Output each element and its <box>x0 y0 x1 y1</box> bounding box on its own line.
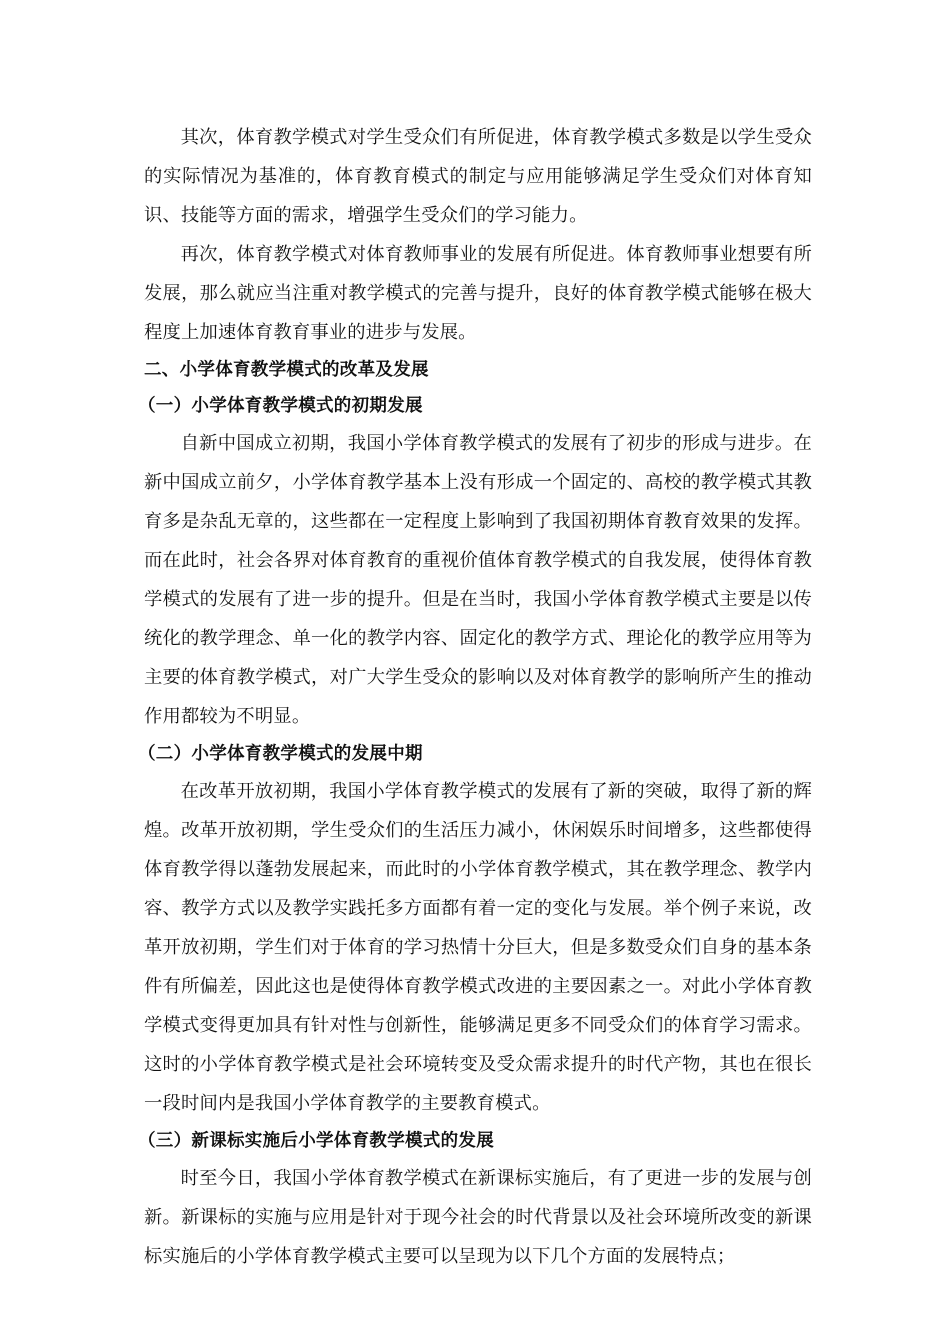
subsection-heading-new-curriculum: （三）新课标实施后小学体育教学模式的发展 <box>138 1131 494 1151</box>
paragraph-middle-development: 在改革开放初期，我国小学体育教学模式的发展有了新的突破，取得了新的辉煌。改革开放初期，学生受众们的生活压力减小，休闲娱乐时间增多，这些都使得体育教学得以蓬勃发展起来，而此时的小学体育教学模式，其在教学理念、教学内容、教学方式以及教学实践托多方面都有着一定的变化与发展。举个例子来说，改革开放初期，学生们对于体育的学习热情十分巨大，但是多数受众们自身的基本条件有所偏差，因此这也是使得体育教学模式改进的主要因素之一。对此小学体育教学模式变得更加具有针对性与创新性，能够满足更多不同受众们的体育学习需求。这时的小学体育教学模式是社会环境转变及受众需求提升的时代产物，其也在很长一段时间内是我国小学体育教学的主要教育模式。 <box>144 781 812 1114</box>
paragraph-early-development: 自新中国成立初期，我国小学体育教学模式的发展有了初步的形成与进步。在新中国成立前夕，小学体育教学基本上没有形成一个固定的、高校的教学模式其教育多是杂乱无章的，这些都在一定程度上影响到了我国初期体育教育效果的发挥。而在此时，社会各界对体育教育的重视价值体育教学模式的自我发展，使得体育教学模式的发展有了进一步的提升。但是在当时，我国小学体育教学模式主要是以传统化的教学理念、单一化的教学内容、固定化的教学方式、理论化的教学应用等为主要的体育教学模式，对广大学生受众的影响以及对体育教学的影响所产生的推动作用都较为不明显。 <box>144 433 812 727</box>
subsection-heading-early: （一）小学体育教学模式的初期发展 <box>138 396 423 416</box>
document-body <box>138 118 812 1276</box>
subsection-heading-middle: （二）小学体育教学模式的发展中期 <box>138 744 423 764</box>
section-heading-reform: 二、小学体育教学模式的改革及发展 <box>144 360 429 380</box>
paragraph-new-curriculum: 时至今日，我国小学体育教学模式在新课标实施后，有了更进一步的发展与创新。新课标的实施与应用是针对于现今社会的时代背景以及社会环境所改变的新课标实施后的小学体育教学模式主要可以呈现为以下几个方面的发展特点； <box>144 1168 812 1267</box>
paragraph-teacher-career: 再次，体育教学模式对体育教师事业的发展有所促进。体育教师事业想要有所发展，那么就应当注重对教学模式的完善与提升，良好的体育教学模式能够在极大程度上加速体育教育事业的进步与发展。 <box>144 244 812 343</box>
paragraph-student-promotion: 其次，体育教学模式对学生受众们有所促进，体育教学模式多数是以学生受众的实际情况为基准的，体育教育模式的制定与应用能够满足学生受众们对体育知识、技能等方面的需求，增强学生受众们的学习能力。 <box>144 127 812 226</box>
